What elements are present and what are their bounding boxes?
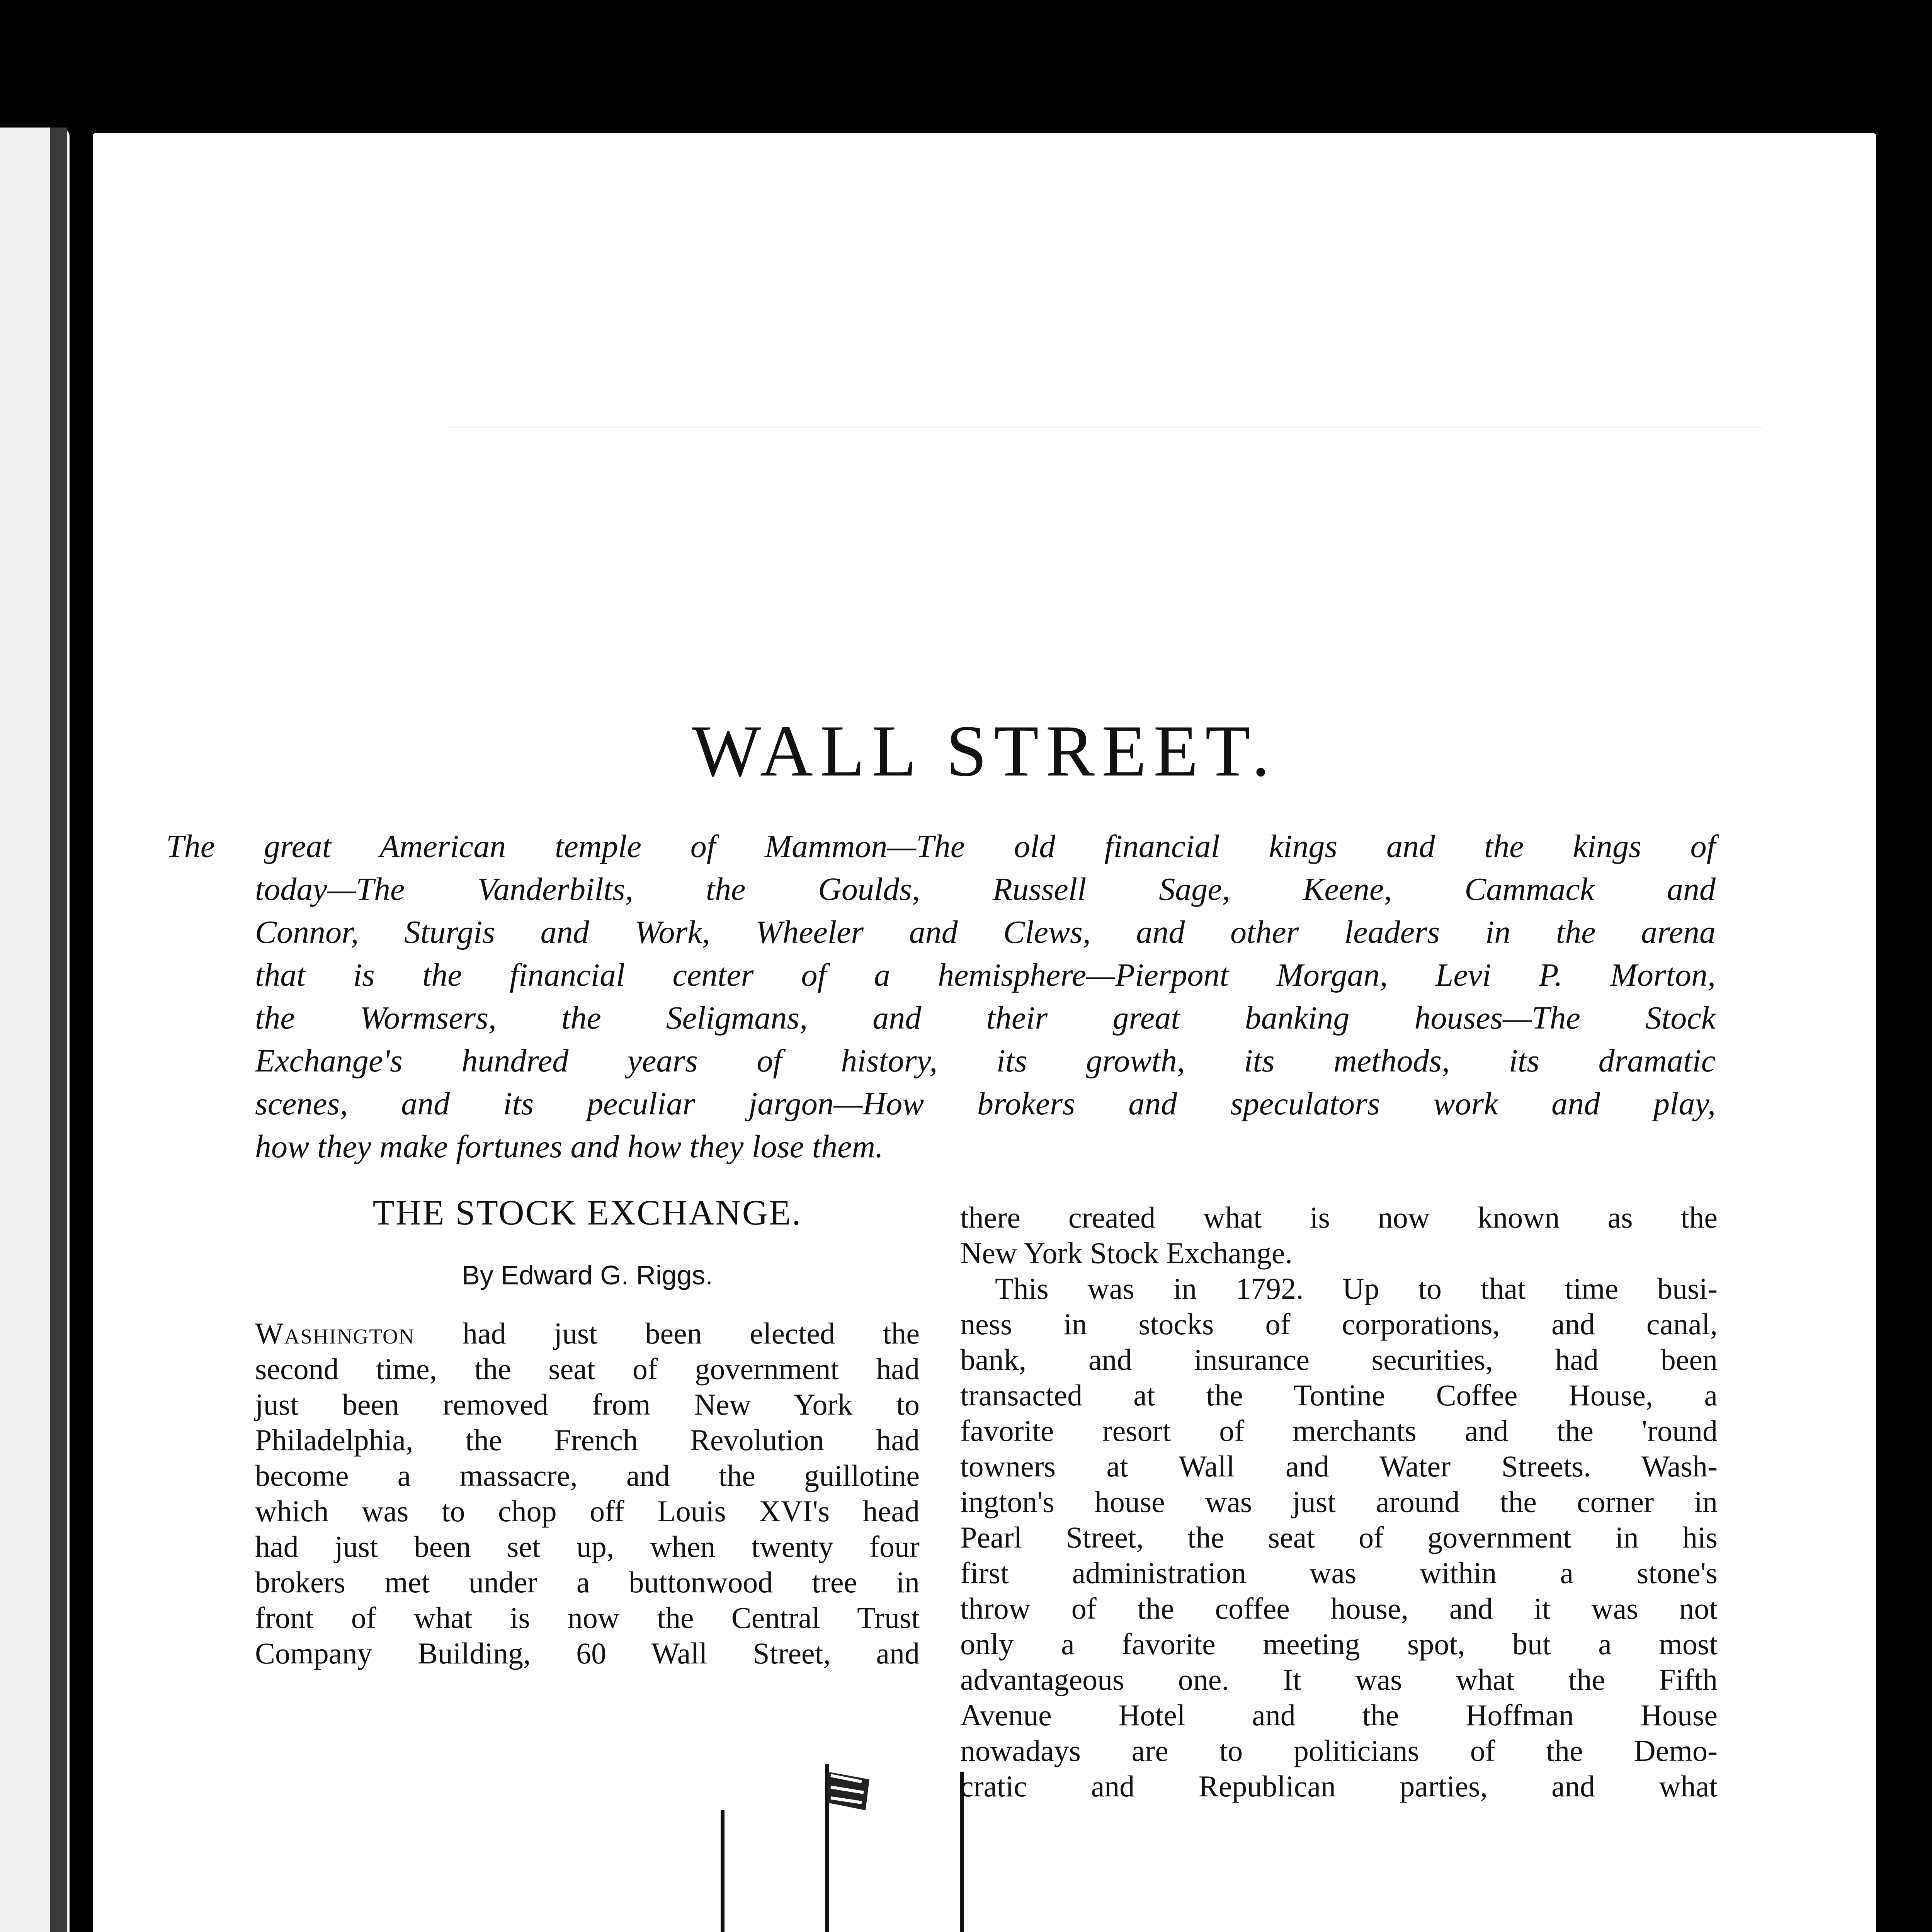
paragraph-line: ington's house was just around the corner in xyxy=(960,1485,1718,1519)
left-column-text xyxy=(255,1316,920,1671)
paragraph-line: bank, and insurance securities, had been xyxy=(960,1343,1718,1376)
paragraph-line: throw of the coffee house, and it was not xyxy=(960,1592,1718,1625)
paragraph-line: transacted at the Tontine Coffee House, a xyxy=(960,1378,1718,1412)
page-fold-shadow xyxy=(50,128,67,1932)
paragraph-line: New York Stock Exchange. xyxy=(960,1236,1293,1270)
section-heading: THE STOCK EXCHANGE. xyxy=(372,1193,802,1232)
paragraph-line: Philadelphia, the French Revolution had xyxy=(255,1423,920,1457)
paragraph-line: Pearl Street, the seat of government in his xyxy=(960,1520,1718,1554)
paragraph-line: Avenue Hotel and the Hoffman House xyxy=(960,1698,1718,1732)
previous-page-edge xyxy=(0,128,70,1932)
subtitle-line: The great American temple of Mammon—The old financial kings and the kings of xyxy=(166,828,1716,864)
subtitle-line: how they make fortunes and how they lose them. xyxy=(255,1129,884,1165)
paragraph-line: ness in stocks of corporations, and canal, xyxy=(960,1307,1718,1341)
subtitle-line: the Wormsers, the Seligmans, and their great banking houses—The Stock xyxy=(255,1000,1716,1036)
paragraph-line: first administration was within a stone's xyxy=(960,1556,1718,1590)
paragraph-line: become a massacre, and the guillotine xyxy=(255,1459,920,1492)
custom-house-engraving xyxy=(294,1748,1704,1932)
byline: By Edward G. Riggs. xyxy=(462,1260,713,1290)
paragraph-line: just been removed from New York to xyxy=(255,1388,920,1421)
paragraph-line: nowadays are to politicians of the Demo- xyxy=(960,1734,1718,1767)
magazine-page xyxy=(93,133,1876,1932)
subtitle-line: scenes, and its peculiar jargon—How brokers and speculators work and play, xyxy=(255,1086,1716,1122)
paragraph-line: had just been set up, when twenty four xyxy=(255,1530,920,1563)
paragraph-line: brokers met under a buttonwood tree in xyxy=(255,1565,920,1599)
paragraph-line: which was to chop off Louis XVI's head xyxy=(255,1494,920,1528)
text-run: had just been elected the xyxy=(415,1316,920,1350)
paragraph-line: This was in 1792. Up to that time busi- xyxy=(995,1272,1718,1305)
article-title: WALL STREET. xyxy=(692,711,1277,792)
paragraph-line: only a favorite meeting spot, but a most xyxy=(960,1627,1718,1661)
paragraph-line: Company Building, 60 Wall Street, and xyxy=(255,1636,920,1670)
paragraph-line: favorite resort of merchants and the 'round xyxy=(960,1414,1718,1447)
paragraph-line: cratic and Republican parties, and what xyxy=(960,1769,1718,1803)
paragraph-line: towners at Wall and Water Streets. Wash- xyxy=(960,1449,1718,1483)
subtitle-line: that is the financial center of a hemisphere—Pierpont Morgan, Levi P. Morton, xyxy=(255,957,1716,993)
bleed-through-rule xyxy=(448,427,1762,428)
subtitle-line: today—The Vanderbilts, the Goulds, Russell Sage, Keene, Cammack and xyxy=(255,871,1716,907)
subtitle-line: Exchange's hundred years of history, its growth, its methods, its dramatic xyxy=(255,1043,1716,1079)
subtitle-line: Connor, Sturgis and Work, Wheeler and Clews, and other leaders in the arena xyxy=(255,914,1716,950)
paragraph-line: there created what is now known as the xyxy=(960,1201,1718,1234)
paragraph-line: second time, the seat of government had xyxy=(255,1352,920,1386)
drop-word: Washington xyxy=(255,1316,415,1350)
paragraph-line xyxy=(255,1316,920,1351)
article-subtitle xyxy=(166,825,1716,1168)
right-column-text xyxy=(960,1200,1718,1804)
paragraph-line: advantageous one. It was what the Fifth xyxy=(960,1663,1718,1696)
paragraph-line: front of what is now the Central Trust xyxy=(255,1601,920,1634)
